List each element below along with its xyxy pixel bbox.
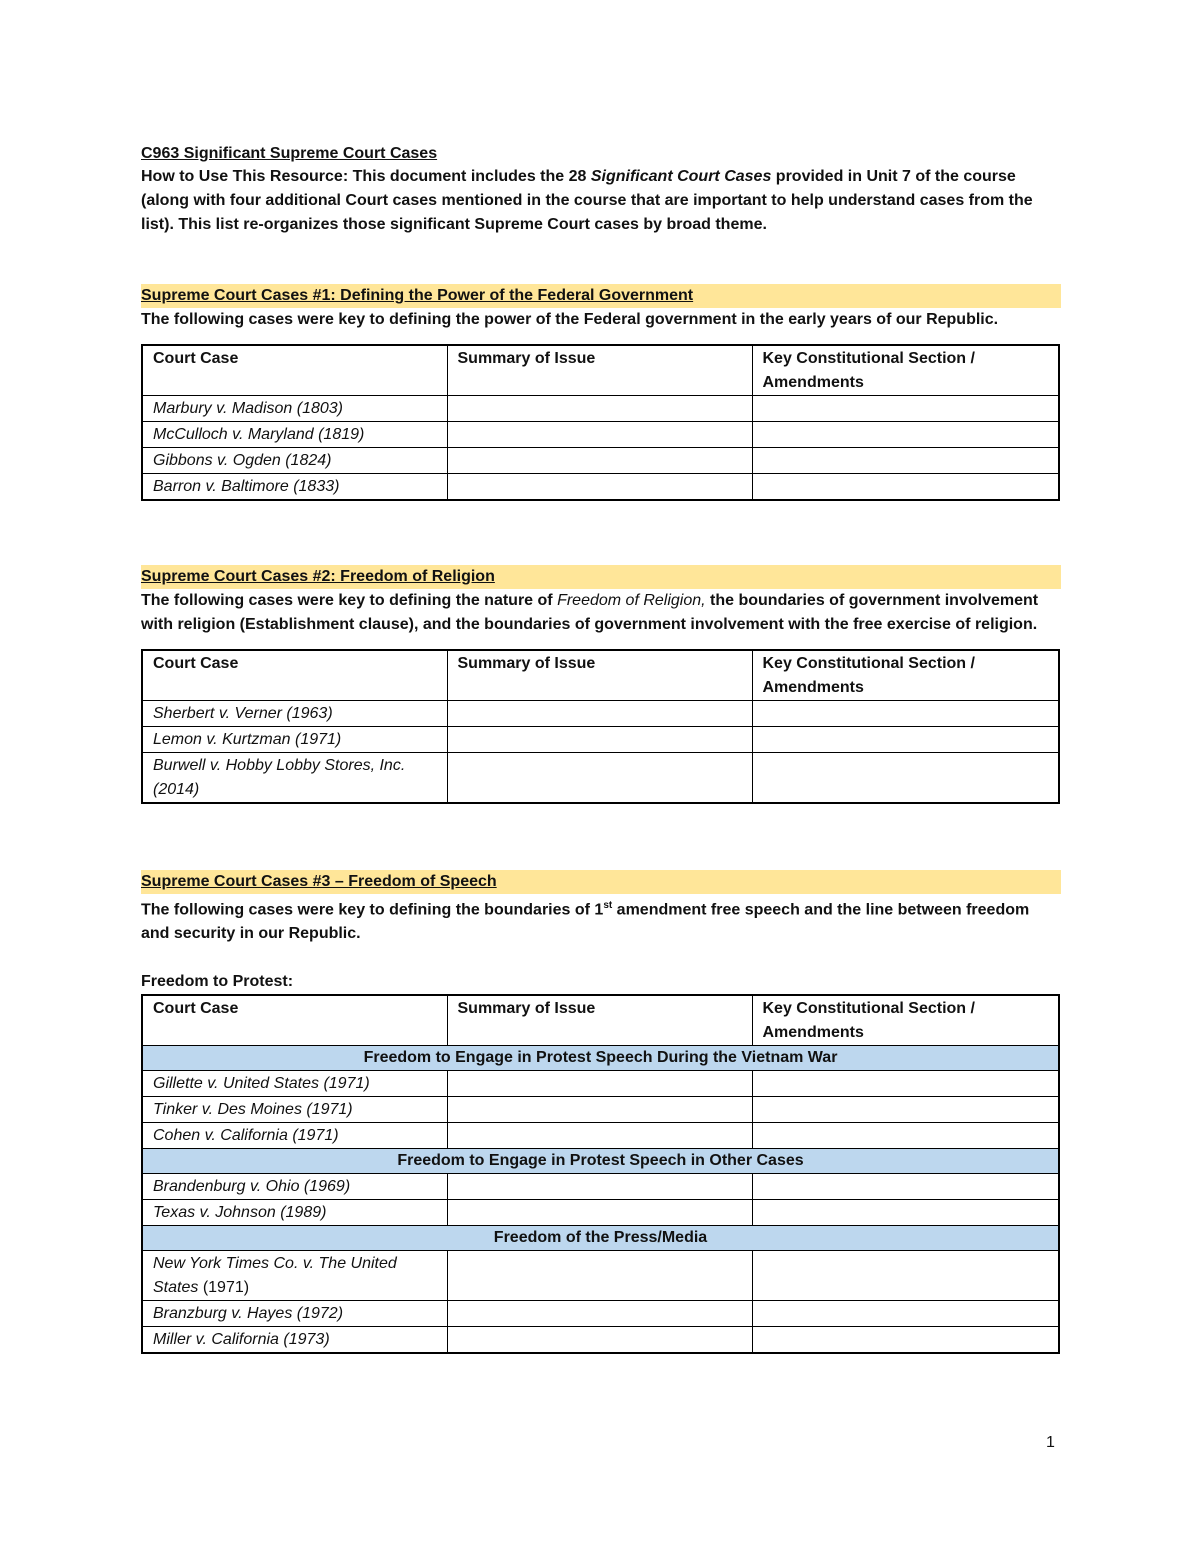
intro-text-italic: Significant Court Cases — [590, 168, 772, 185]
nyt-case-name: New York Times Co. v. The United States — [153, 1255, 397, 1297]
case-name: Tinker v. Des Moines (1971) — [142, 1097, 447, 1123]
header-court-case: Court Case — [142, 995, 447, 1046]
table-row — [142, 1071, 1059, 1097]
key-section-cell — [752, 1301, 1059, 1327]
group-title-other: Freedom to Engage in Protest Speech in Other Cases — [142, 1149, 1059, 1174]
header-summary: Summary of Issue — [447, 995, 752, 1046]
table-header-row — [142, 345, 1059, 396]
table-header-row — [142, 995, 1059, 1046]
case-name: Gillette v. United States (1971) — [142, 1071, 447, 1097]
section2-table — [141, 649, 1060, 804]
intro-paragraph — [141, 165, 1061, 237]
case-name: Barron v. Baltimore (1833) — [142, 474, 447, 501]
table-row — [142, 1327, 1059, 1354]
summary-cell — [447, 1301, 752, 1327]
group-title-press: Freedom of the Press/Media — [142, 1226, 1059, 1251]
summary-cell — [447, 1097, 752, 1123]
key-section-cell — [752, 753, 1059, 804]
key-section-cell — [752, 1200, 1059, 1226]
table-row — [142, 1123, 1059, 1149]
summary-cell — [447, 474, 752, 501]
case-name: Lemon v. Kurtzman (1971) — [142, 727, 447, 753]
case-name: McCulloch v. Maryland (1819) — [142, 422, 447, 448]
group-header-row — [142, 1149, 1059, 1174]
case-name: Branzburg v. Hayes (1972) — [142, 1301, 447, 1327]
summary-cell — [447, 1327, 752, 1354]
case-name: Texas v. Johnson (1989) — [142, 1200, 447, 1226]
intro-text-2: provided in Unit 7 of the course (along with four additional Court cases mentioned in the course that are important to help understand cases from the list). This list re-organizes those significant Supreme Court cases by broad theme. — [141, 168, 1033, 233]
group-header-row — [142, 1226, 1059, 1251]
table-row — [142, 753, 1059, 804]
key-section-cell — [752, 1097, 1059, 1123]
case-name: Gibbons v. Ogden (1824) — [142, 448, 447, 474]
section1-heading: Supreme Court Cases #1: Defining the Power of the Federal Government — [141, 284, 1061, 308]
table-row — [142, 422, 1059, 448]
nyt-case-year: (1971) — [202, 1279, 250, 1297]
header-key-section: Key Constitutional Section / Amendments — [752, 650, 1059, 701]
key-section-cell — [752, 448, 1059, 474]
summary-cell — [447, 396, 752, 422]
header-key-section: Key Constitutional Section / Amendments — [752, 345, 1059, 396]
summary-cell — [447, 1123, 752, 1149]
section1-description: The following cases were key to defining the power of the Federal government in the early years of our Republic. — [141, 311, 999, 328]
header-key-section: Key Constitutional Section / Amendments — [752, 995, 1059, 1046]
section2-description — [141, 589, 1061, 637]
case-name: Burwell v. Hobby Lobby Stores, Inc. (2014) — [142, 753, 447, 804]
case-name: Miller v. California (1973) — [142, 1327, 447, 1354]
summary-cell — [447, 1071, 752, 1097]
header-summary: Summary of Issue — [447, 650, 752, 701]
key-section-cell — [752, 1251, 1059, 1301]
document-page — [141, 143, 1061, 1354]
table-row — [142, 396, 1059, 422]
table-row — [142, 1174, 1059, 1200]
summary-cell — [447, 753, 752, 804]
summary-cell — [447, 1174, 752, 1200]
key-section-cell — [752, 422, 1059, 448]
section3-table — [141, 994, 1060, 1354]
intro-text-1: How to Use This Resource: This document includes the 28 — [141, 168, 591, 185]
table-row — [142, 1200, 1059, 1226]
header-court-case: Court Case — [142, 345, 447, 396]
key-section-cell — [752, 1123, 1059, 1149]
section3-desc-1: The following cases were key to defining the boundaries of 1 — [141, 901, 604, 919]
section2-desc-1: The following cases were key to defining the nature of — [141, 592, 558, 609]
summary-cell — [447, 448, 752, 474]
section3-desc-2: amendment free speech and the line between freedom and security in our Republic. — [141, 901, 1030, 943]
summary-cell — [447, 1251, 752, 1301]
section2-heading: Supreme Court Cases #2: Freedom of Religion — [141, 565, 1061, 589]
header-summary: Summary of Issue — [447, 345, 752, 396]
key-section-cell — [752, 1071, 1059, 1097]
key-section-cell — [752, 1327, 1059, 1354]
table-row — [142, 474, 1059, 501]
table-row — [142, 1301, 1059, 1327]
freedom-to-protest-label: Freedom to Protest: — [141, 973, 294, 991]
section3-heading: Supreme Court Cases #3 – Freedom of Speech — [141, 870, 1061, 894]
case-name — [142, 1251, 447, 1301]
key-section-cell — [752, 474, 1059, 501]
section3-description — [141, 894, 1061, 946]
case-name: Brandenburg v. Ohio (1969) — [142, 1174, 447, 1200]
table-row — [142, 448, 1059, 474]
key-section-cell — [752, 1174, 1059, 1200]
table-header-row — [142, 650, 1059, 701]
case-name: Cohen v. California (1971) — [142, 1123, 447, 1149]
section3-desc-sup: st — [603, 900, 613, 911]
summary-cell — [447, 701, 752, 727]
summary-cell — [447, 727, 752, 753]
key-section-cell — [752, 396, 1059, 422]
table-row — [142, 1097, 1059, 1123]
case-name: Sherbert v. Verner (1963) — [142, 701, 447, 727]
section2-desc-2: the boundaries of government involvement with religion (Establishment clause), and the boundaries of government involvement with the free exercise of religion. — [141, 592, 1039, 633]
case-name: Marbury v. Madison (1803) — [142, 396, 447, 422]
summary-cell — [447, 422, 752, 448]
key-section-cell — [752, 727, 1059, 753]
document-title: C963 Significant Supreme Court Cases — [141, 145, 438, 162]
page-number: 1 — [1046, 1434, 1055, 1451]
group-title-vietnam: Freedom to Engage in Protest Speech During the Vietnam War — [142, 1046, 1059, 1071]
table-row — [142, 701, 1059, 727]
header-court-case: Court Case — [142, 650, 447, 701]
summary-cell — [447, 1200, 752, 1226]
table-row — [142, 727, 1059, 753]
section1-table — [141, 344, 1060, 501]
group-header-row — [142, 1046, 1059, 1071]
key-section-cell — [752, 701, 1059, 727]
table-row — [142, 1251, 1059, 1301]
section2-desc-italic: Freedom of Religion, — [557, 592, 706, 609]
